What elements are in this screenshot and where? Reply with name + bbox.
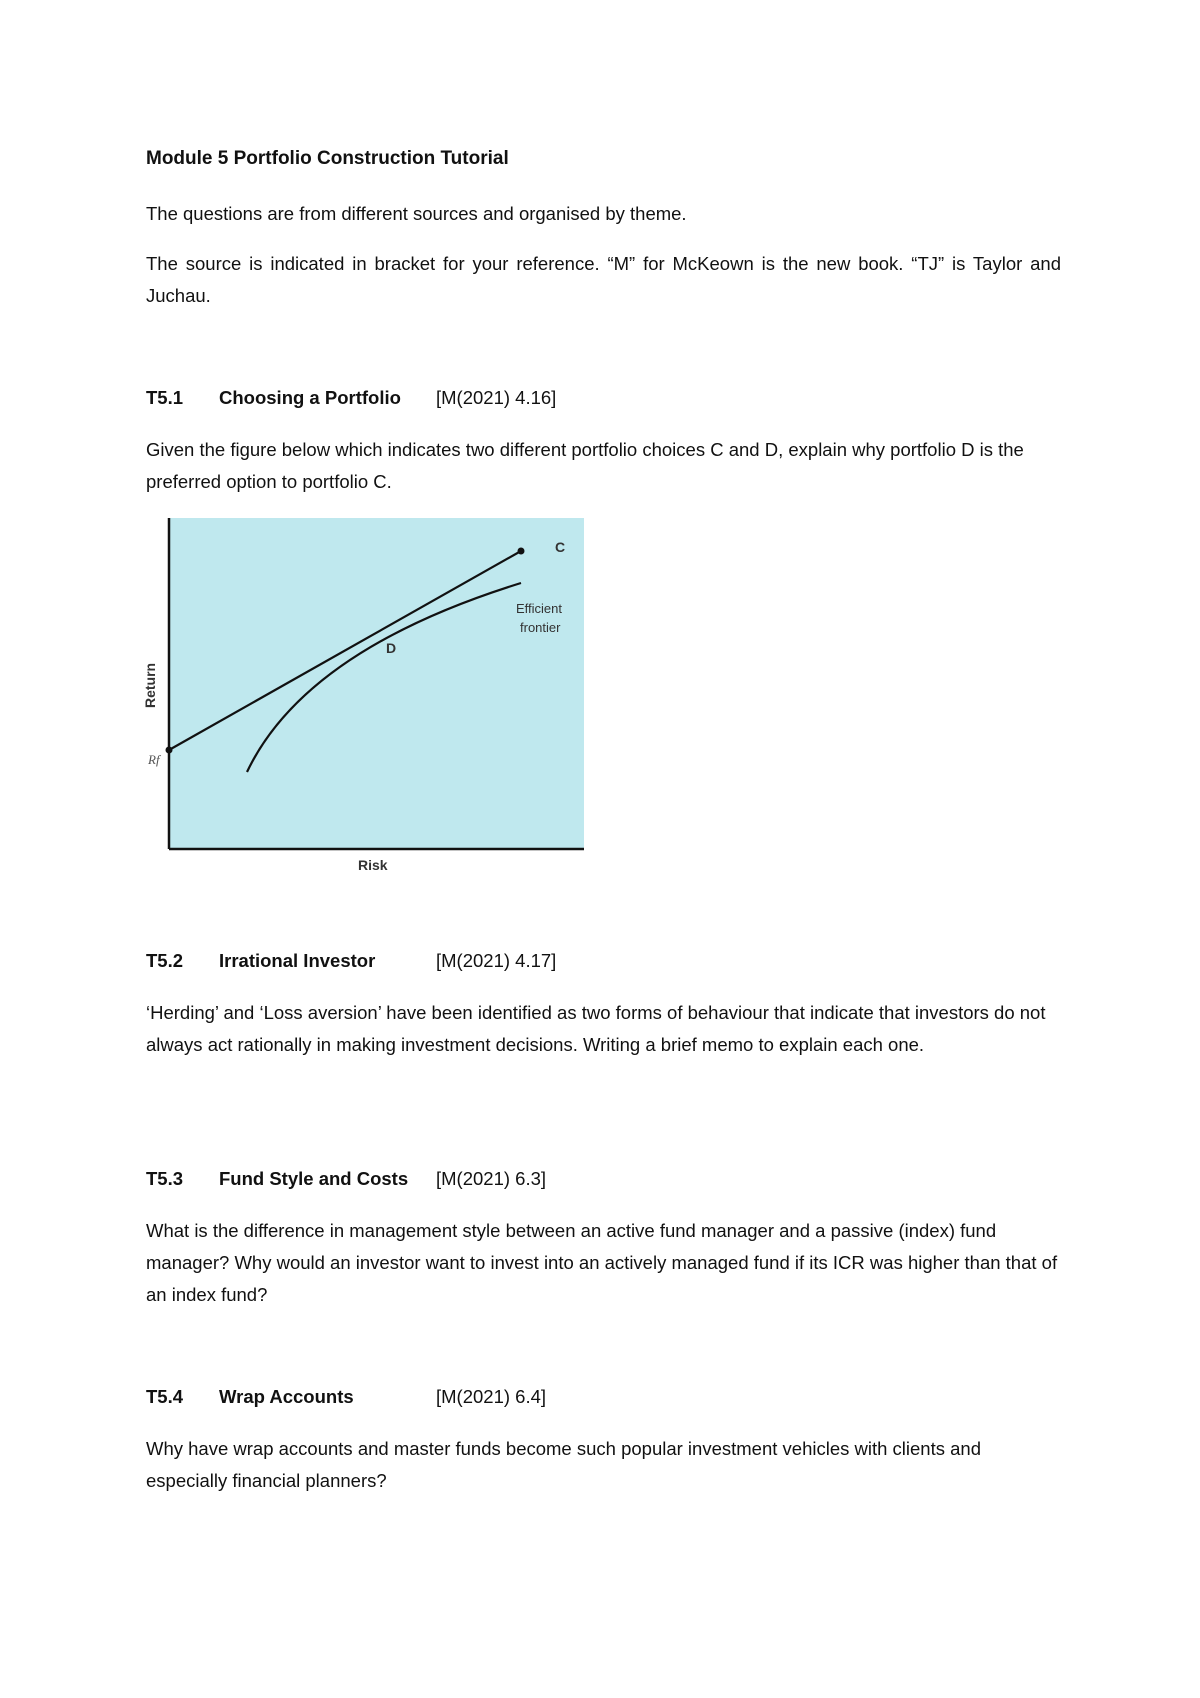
x-axis-label: Risk: [358, 857, 388, 873]
question-reference: [M(2021) 4.17]: [436, 950, 557, 971]
question-text: Given the figure below which indicates two different portfolio choices C and D, explain why portfolio D is the preferred option to portfolio C.: [146, 439, 1024, 492]
intro-paragraph-1: The questions are from different sources and organised by theme.: [146, 203, 687, 224]
question-text: What is the difference in management style between an active fund manager and a passive (index) fund manager? Why would an investor want to invest into an actively managed fund if its ICR was higher than that of an index fund?: [146, 1220, 1058, 1305]
question-heading: [146, 1168, 846, 1196]
question-reference: [M(2021) 6.4]: [436, 1386, 547, 1407]
point-d-label: D: [386, 640, 397, 656]
frontier-label-line1: Efficient: [516, 601, 563, 616]
question-title: Choosing a Portfolio: [219, 387, 401, 408]
question-reference: [M(2021) 6.3]: [436, 1168, 547, 1189]
question-title: Wrap Accounts: [219, 1386, 354, 1407]
efficient-frontier-diagram: [140, 510, 600, 880]
y-axis-label: Return: [142, 662, 158, 708]
question-text: ‘Herding’ and ‘Loss aversion’ have been identified as two forms of behaviour that indicate that investors do not always act rationally in making investment decisions. Writing a brief memo to explain each one.: [146, 1002, 1046, 1055]
question-heading: [146, 1386, 846, 1414]
point-c-marker: [518, 548, 525, 555]
question-heading: [146, 387, 846, 415]
question-reference: [M(2021) 4.16]: [436, 387, 557, 408]
risk-free-label: Rf: [148, 752, 160, 767]
frontier-label-line2: frontier: [520, 620, 561, 635]
question-heading: [146, 950, 846, 978]
question-number: T5.1: [146, 387, 184, 408]
plot-area: [169, 518, 584, 849]
question-number: T5.3: [146, 1168, 184, 1189]
risk-free-point: [166, 747, 173, 754]
question-text: Why have wrap accounts and master funds become such popular investment vehicles with clients and especially financial planners?: [146, 1438, 981, 1491]
point-c-label: C: [555, 539, 566, 555]
question-number: T5.2: [146, 950, 184, 971]
question-title: Irrational Investor: [219, 950, 376, 971]
intro-paragraph-2: The source is indicated in bracket for your reference. “M” for McKeown is the new book. “TJ” is Taylor and Juchau.: [146, 253, 1061, 306]
question-title: Fund Style and Costs: [219, 1168, 409, 1189]
question-number: T5.4: [146, 1386, 184, 1407]
page-title: Module 5 Portfolio Construction Tutorial: [146, 148, 509, 169]
portfolio-figure: [140, 510, 600, 880]
